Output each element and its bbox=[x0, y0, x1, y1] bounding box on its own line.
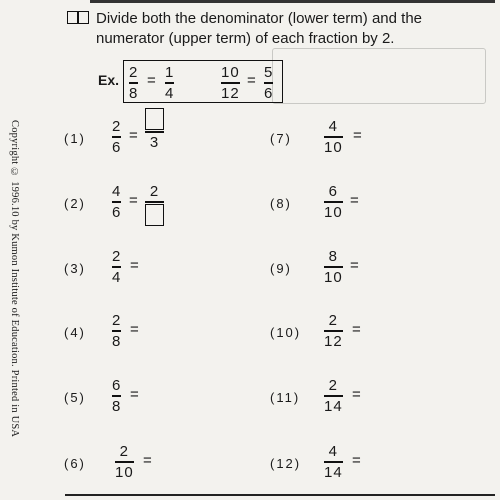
fraction-bar bbox=[324, 395, 343, 397]
denominator: 4 bbox=[165, 84, 175, 102]
instructions-line-2: numerator (upper term) of each fraction by 2. bbox=[96, 30, 395, 47]
fraction-bar bbox=[112, 136, 121, 138]
fraction-bar bbox=[112, 395, 121, 397]
fraction-bar bbox=[145, 201, 164, 203]
equals-sign: = bbox=[353, 127, 362, 144]
problem-6-label: (6) bbox=[64, 456, 86, 471]
example-b-result bbox=[264, 64, 273, 102]
fraction-bar bbox=[112, 330, 121, 332]
problem-8-fraction bbox=[324, 183, 343, 221]
example-b-fraction bbox=[221, 64, 240, 102]
equals-sign: = bbox=[350, 192, 359, 209]
numerator: 10 bbox=[221, 64, 240, 81]
fraction-bar bbox=[112, 266, 121, 268]
equals-sign: = bbox=[350, 257, 359, 274]
problem-11-label: (11) bbox=[270, 390, 301, 405]
equals-sign: = bbox=[147, 72, 156, 89]
denominator: 6 bbox=[264, 84, 274, 102]
problem-4-fraction bbox=[112, 312, 121, 350]
example-a-result bbox=[165, 64, 174, 102]
numerator: 6 bbox=[328, 183, 339, 200]
numerator: 5 bbox=[264, 64, 274, 81]
problem-10-fraction bbox=[324, 312, 343, 350]
checkbox-icon bbox=[67, 11, 89, 24]
numerator: 2 bbox=[129, 64, 139, 81]
answer-blank[interactable] bbox=[145, 108, 164, 130]
numerator: 1 bbox=[165, 64, 175, 81]
fraction-bar bbox=[264, 82, 273, 84]
page-top-edge bbox=[90, 0, 495, 3]
numerator: 2 bbox=[112, 312, 122, 329]
equals-sign: = bbox=[130, 257, 139, 274]
denominator: 12 bbox=[324, 332, 343, 350]
equals-sign: = bbox=[143, 452, 152, 469]
denominator: 6 bbox=[112, 138, 122, 156]
equals-sign: = bbox=[352, 452, 361, 469]
problem-1-answer bbox=[145, 108, 164, 151]
denominator: 10 bbox=[115, 463, 134, 481]
numerator: 2 bbox=[328, 377, 339, 394]
problem-11-fraction bbox=[324, 377, 343, 415]
problem-3-fraction bbox=[112, 248, 121, 286]
fraction-bar bbox=[324, 201, 343, 203]
numerator: 2 bbox=[119, 443, 130, 460]
denominator: 8 bbox=[129, 84, 139, 102]
equals-sign: = bbox=[352, 321, 361, 338]
denominator: 3 bbox=[149, 133, 160, 151]
numerator: 2 bbox=[112, 118, 122, 135]
problem-7-fraction bbox=[324, 118, 343, 156]
denominator: 8 bbox=[112, 397, 122, 415]
fraction-bar bbox=[129, 82, 138, 84]
problem-10-label: (10) bbox=[270, 325, 302, 340]
fraction-bar bbox=[165, 82, 174, 84]
numerator: 2 bbox=[328, 312, 339, 329]
problem-2-fraction bbox=[112, 183, 121, 221]
equals-sign: = bbox=[130, 386, 139, 403]
fraction-bar bbox=[324, 266, 343, 268]
numerator: 6 bbox=[112, 377, 122, 394]
fraction-bar bbox=[145, 131, 164, 133]
fraction-bar bbox=[324, 461, 343, 463]
denominator: 12 bbox=[221, 84, 240, 102]
problem-7-label: (7) bbox=[270, 131, 292, 146]
numerator: 4 bbox=[328, 443, 339, 460]
problem-1-label: (1) bbox=[64, 131, 86, 146]
problem-5-label: (5) bbox=[64, 390, 86, 405]
problem-2-answer bbox=[145, 183, 164, 226]
example-a-fraction bbox=[129, 64, 138, 102]
denominator: 10 bbox=[324, 268, 343, 286]
problem-4-label: (4) bbox=[64, 325, 86, 340]
problem-12-fraction bbox=[324, 443, 343, 481]
denominator: 10 bbox=[324, 203, 343, 221]
problem-3-label: (3) bbox=[64, 261, 86, 276]
fraction-bar bbox=[115, 461, 134, 463]
fraction-bar bbox=[221, 82, 240, 84]
numerator: 8 bbox=[328, 248, 339, 265]
equals-sign: = bbox=[129, 192, 138, 209]
problem-5-fraction bbox=[112, 377, 121, 415]
denominator: 10 bbox=[324, 138, 343, 156]
problem-1-fraction bbox=[112, 118, 121, 156]
problem-9-fraction bbox=[324, 248, 343, 286]
bleed-through-box bbox=[272, 48, 486, 104]
problem-9-label: (9) bbox=[270, 261, 292, 276]
answer-blank[interactable] bbox=[145, 204, 164, 226]
fraction-bar bbox=[324, 330, 343, 332]
denominator: 14 bbox=[324, 397, 343, 415]
equals-sign: = bbox=[130, 321, 139, 338]
example-label: Ex. bbox=[98, 72, 120, 88]
denominator: 4 bbox=[112, 268, 122, 286]
denominator: 6 bbox=[112, 203, 122, 221]
equals-sign: = bbox=[352, 386, 361, 403]
equals-sign: = bbox=[247, 72, 256, 89]
bottom-rule bbox=[65, 494, 495, 496]
numerator: 4 bbox=[328, 118, 339, 135]
denominator: 8 bbox=[112, 332, 122, 350]
denominator: 14 bbox=[324, 463, 343, 481]
numerator: 4 bbox=[112, 183, 122, 200]
instructions-line-1: Divide both the denominator (lower term) and the bbox=[96, 10, 423, 27]
problem-12-label: (12) bbox=[270, 456, 302, 471]
equals-sign: = bbox=[129, 127, 138, 144]
fraction-bar bbox=[112, 201, 121, 203]
problem-2-label: (2) bbox=[64, 196, 86, 211]
problem-6-fraction bbox=[115, 443, 134, 481]
numerator: 2 bbox=[149, 183, 160, 200]
numerator: 2 bbox=[112, 248, 122, 265]
copyright-notice: Copyright © 1996.10 by Kumon Institute of Education. Printed in USA bbox=[9, 120, 20, 438]
fraction-bar bbox=[324, 136, 343, 138]
problem-8-label: (8) bbox=[270, 196, 292, 211]
